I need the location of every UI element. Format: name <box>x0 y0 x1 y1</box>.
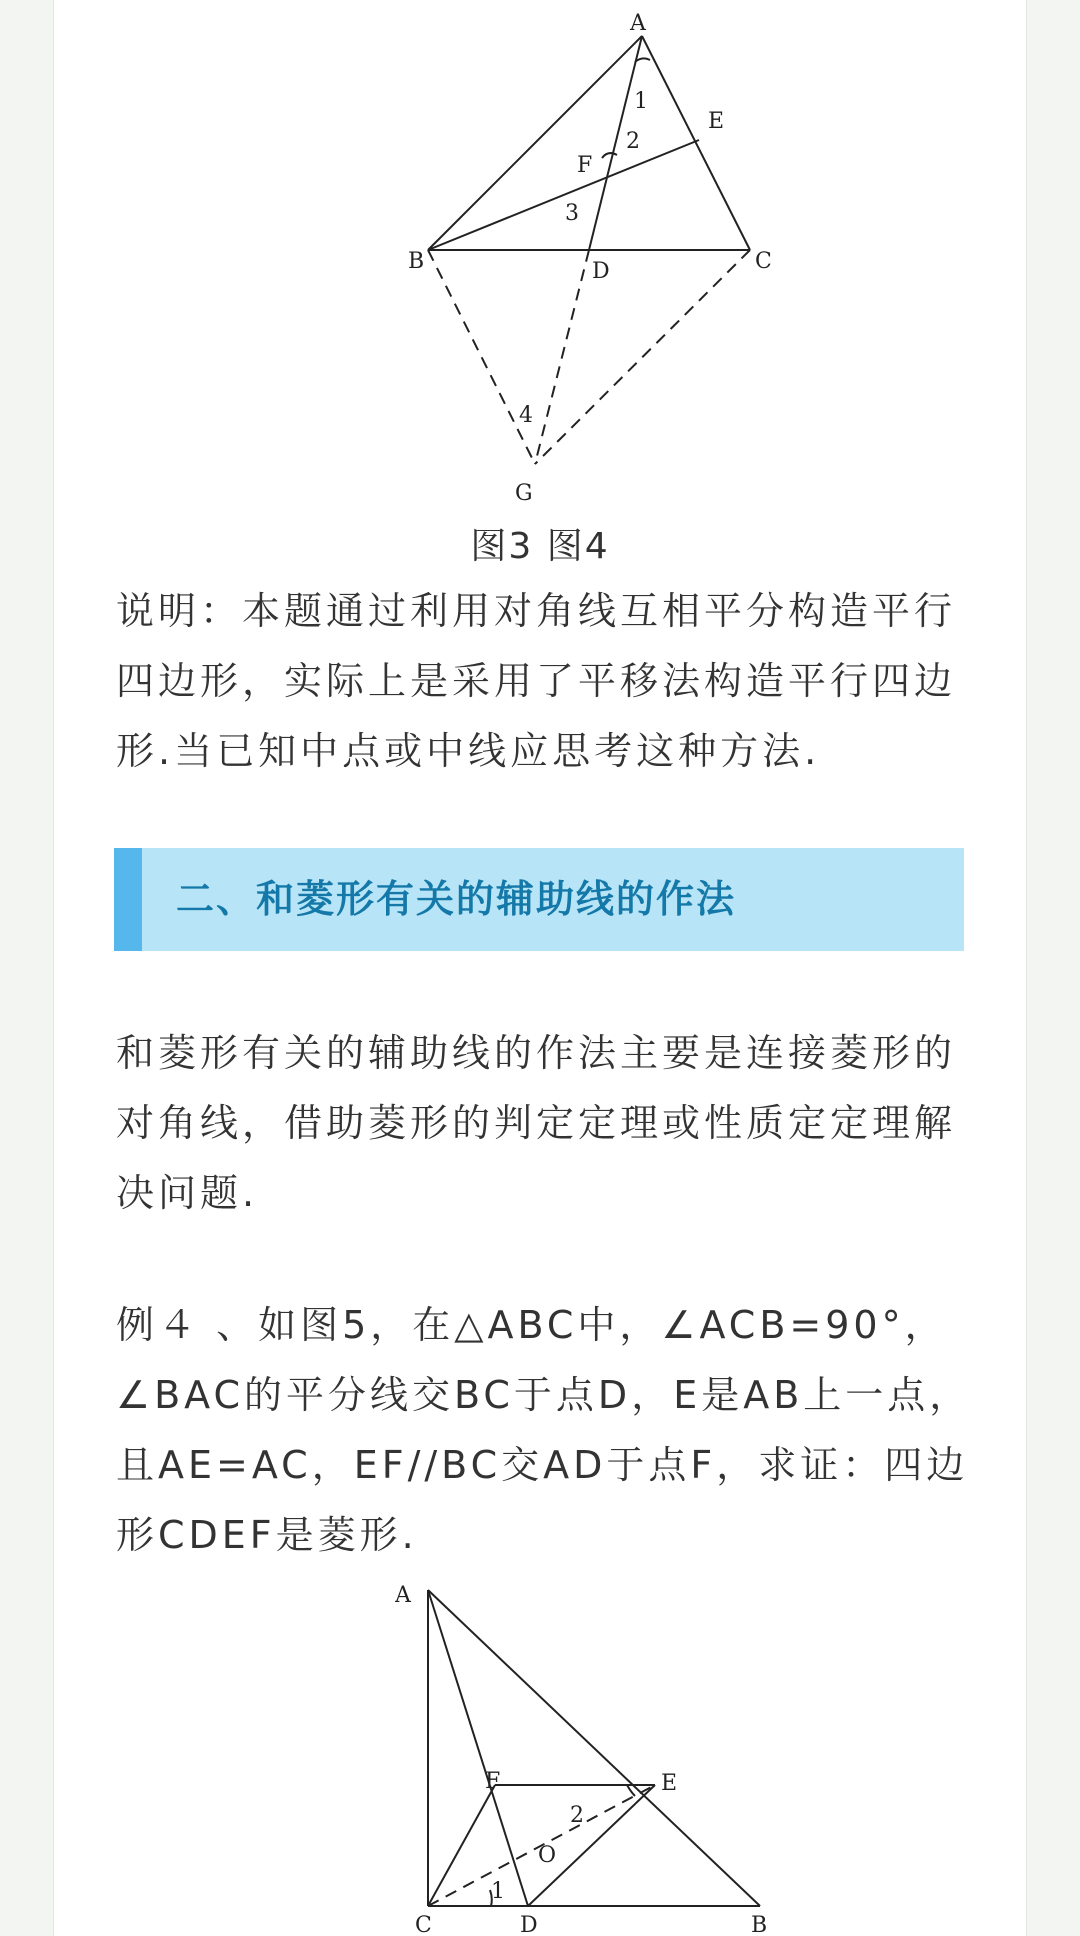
example-paragraph: 例４ 、如图5，在△ABC中，∠ACB=90°，∠BAC的平分线交BC于点D，E是AB上一点，且AE=AC，EF//BC交AD于点F，求证：四边形CDEF是菱形. <box>116 1303 972 1557</box>
label-c: C <box>415 1913 432 1936</box>
label-o: O <box>538 1843 557 1868</box>
label-f: F <box>577 153 593 178</box>
angle-2: 2 <box>570 1803 584 1828</box>
label-f: F <box>485 1769 501 1794</box>
angle-3: 3 <box>565 201 579 226</box>
label-b: B <box>751 1913 768 1936</box>
section-title: 二、和菱形有关的辅助线的作法 <box>176 877 737 921</box>
label-a: A <box>630 11 646 36</box>
geometry-figure-5 <box>395 1570 785 1936</box>
label-a: A <box>395 1583 411 1608</box>
geometry-figure-3-4 <box>380 0 800 510</box>
label-g: G <box>515 481 533 506</box>
angle-1: 1 <box>491 1879 505 1904</box>
section-accent-bar <box>114 848 142 951</box>
angle-4: 4 <box>519 403 533 428</box>
label-d: D <box>592 259 610 284</box>
angle-1: 1 <box>634 89 648 114</box>
label-d: D <box>520 1913 538 1936</box>
figure-caption: 图3 图4 <box>470 526 610 567</box>
section-header <box>114 848 964 951</box>
label-b: B <box>408 249 425 274</box>
explanation-paragraph: 说明：本题通过利用对角线互相平分构造平行四边形，实际上是采用了平移法构造平行四边形.当已知中点或中线应思考这种方法. <box>116 589 957 773</box>
intro-paragraph: 和菱形有关的辅助线的作法主要是连接菱形的对角线，借助菱形的判定定理或性质定定理解决问题. <box>116 1031 957 1215</box>
label-c: C <box>755 249 772 274</box>
label-e: E <box>661 1771 678 1796</box>
angle-2: 2 <box>626 129 640 154</box>
label-e: E <box>708 109 725 134</box>
